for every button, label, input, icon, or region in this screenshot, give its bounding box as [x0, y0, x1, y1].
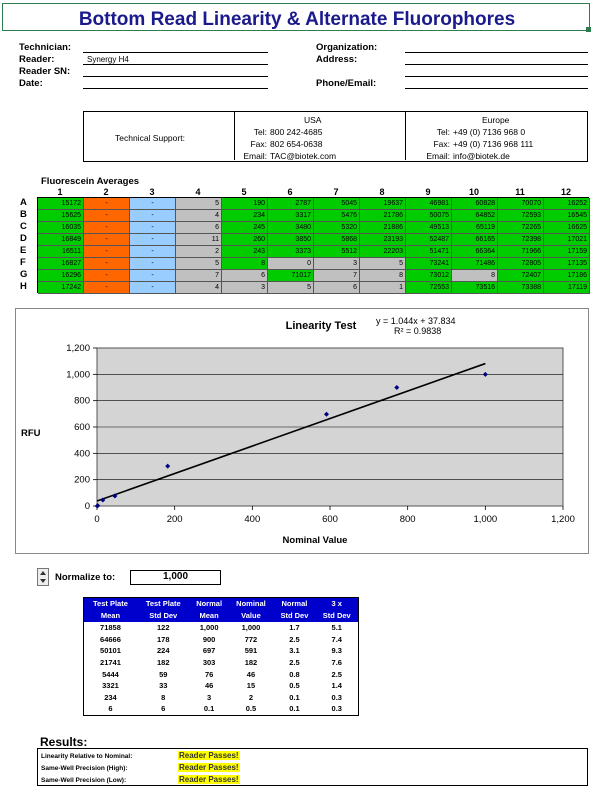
plate-well[interactable]: 17119 [544, 282, 590, 294]
x-tick-label: 1,200 [551, 514, 575, 525]
plate-row-header: B [20, 209, 27, 220]
plate-well[interactable]: 16035 [38, 222, 84, 234]
x-tick-label: 1,000 [473, 514, 498, 525]
technical-support-box [83, 111, 588, 162]
selection-handle[interactable] [586, 27, 591, 32]
reader-value[interactable]: Synergy H4 [87, 55, 129, 64]
plate-well[interactable]: 8 [452, 270, 498, 282]
table-row [84, 680, 359, 692]
table-cell: 64666 [100, 634, 121, 644]
plate-well[interactable]: 73516 [452, 282, 498, 294]
plate-column-header: 9 [425, 187, 431, 197]
table-row [84, 668, 359, 680]
plate-well[interactable]: 72265 [498, 222, 544, 234]
table-cell: 1.7 [289, 622, 300, 632]
table-cell: 0.5 [245, 704, 257, 714]
plate-well[interactable]: 6 [222, 270, 268, 282]
results-table [83, 597, 359, 716]
plate-well[interactable]: 16849 [38, 234, 84, 246]
plate-well[interactable]: - [84, 246, 130, 258]
phone-email-label: Phone/Email: [316, 78, 377, 89]
plate-well[interactable]: - [130, 246, 176, 258]
table-cell: 0.1 [289, 704, 300, 714]
table-cell: 46 [204, 681, 214, 691]
x-tick-label: 0 [94, 514, 100, 525]
table-row [84, 703, 359, 715]
table-row [84, 657, 359, 669]
plate-well[interactable]: 73388 [498, 282, 544, 294]
plate-well[interactable]: 15625 [38, 210, 84, 222]
plate-well[interactable]: 5 [176, 258, 222, 270]
plate-row-header: E [20, 245, 27, 256]
europe-fax: +49 (0) 7136 968 111 [453, 139, 534, 149]
plate-well[interactable]: - [84, 270, 130, 282]
address-field-1[interactable] [405, 64, 588, 65]
usa-tel-label: Tel: [253, 127, 267, 137]
address-label: Address: [316, 54, 358, 65]
y-tick-label: 200 [74, 474, 90, 486]
plate-well[interactable]: 3373 [268, 246, 314, 258]
spinner-control[interactable] [37, 568, 49, 586]
table-cell: 0.3 [331, 704, 342, 714]
plate-well[interactable]: 72398 [498, 234, 544, 246]
plate-well[interactable]: 71966 [498, 246, 544, 258]
x-tick-label: 200 [166, 514, 183, 525]
europe-email-label: Email: [426, 151, 450, 161]
table-cell: 234 [104, 692, 117, 702]
reader-field [83, 64, 268, 65]
plate-well[interactable]: 5 [360, 258, 406, 270]
organization-label: Organization: [316, 42, 378, 53]
usa-fax: 802 654-0638 [270, 139, 323, 149]
plate-well[interactable]: 3 [222, 282, 268, 294]
usa-email-label: Email: [243, 151, 267, 161]
plate-well[interactable]: 5476 [314, 210, 360, 222]
normalize-label: Normalize to: [55, 572, 116, 583]
plate-well[interactable]: 245 [222, 222, 268, 234]
table-header-cell: Std Dev [316, 610, 359, 622]
plate-well[interactable]: - [84, 198, 130, 210]
table-cell: 7.4 [331, 634, 342, 644]
technical-support-label: Technical Support: [115, 133, 185, 143]
plate-column-header: 8 [379, 187, 385, 197]
table-cell: 2 [248, 692, 254, 702]
plate-well[interactable]: 234 [222, 210, 268, 222]
plate-column-header: 3 [149, 187, 155, 197]
plate-well[interactable]: 11 [176, 234, 222, 246]
plate-well[interactable]: 17135 [544, 258, 590, 270]
spinner-arrows-icon[interactable] [38, 569, 48, 585]
table-cell: 0.8 [289, 669, 300, 679]
usa-fax-label: Fax: [250, 139, 267, 149]
plate-well[interactable]: 5 [268, 282, 314, 294]
title-frame [2, 3, 590, 31]
table-header-row [84, 610, 359, 622]
table-cell: 0.1 [203, 704, 215, 714]
table-cell: 1.4 [331, 681, 342, 691]
plate-well[interactable]: 73012 [406, 270, 452, 282]
results-title: Results: [40, 735, 88, 749]
plate-well[interactable]: 72407 [498, 270, 544, 282]
plate-well[interactable]: 73241 [406, 258, 452, 270]
table-row [84, 692, 359, 704]
plate-well[interactable]: 21886 [360, 222, 406, 234]
plate-well[interactable]: 7 [314, 270, 360, 282]
plate-well[interactable]: 8 [360, 270, 406, 282]
plate-well[interactable]: 2 [176, 246, 222, 258]
result-label: Linearity Relative to Nominal: [41, 753, 133, 760]
plate-well[interactable]: 21786 [360, 210, 406, 222]
table-cell: 303 [202, 657, 216, 667]
table-header-cell: Mean [84, 610, 137, 622]
table-cell: 2.5 [289, 657, 300, 667]
plate-well[interactable]: 22203 [360, 246, 406, 258]
usa-email[interactable]: TAC@biotek.com [270, 151, 337, 161]
plate-well[interactable]: 5868 [314, 234, 360, 246]
table-header-cell: Value [229, 610, 274, 622]
table-header-cell: Mean [190, 610, 229, 622]
usa-region: USA [304, 115, 322, 125]
europe-email[interactable]: info@biotek.de [453, 151, 510, 161]
table-row [84, 645, 359, 657]
y-tick-label: 1,200 [66, 343, 90, 354]
result-label: Same-Well Precision (High): [41, 765, 128, 772]
plate-well[interactable]: 16827 [38, 258, 84, 270]
plate-well[interactable]: 6 [314, 282, 360, 294]
usa-tel: 800 242-4685 [270, 127, 323, 137]
table-cell: 182 [244, 657, 258, 667]
table-cell: 697 [202, 646, 216, 656]
page-title: Bottom Read Linearity & Alternate Fluorophores [78, 9, 516, 30]
reader-label: Reader: [19, 54, 55, 65]
table-header-cell: 3 x [316, 598, 359, 610]
result-label: Same-Well Precision (Low): [41, 777, 127, 784]
plate-well[interactable]: 5 [176, 198, 222, 210]
table-cell: 3321 [102, 681, 119, 691]
table-cell: 3.1 [289, 646, 300, 656]
plate-well[interactable]: 7 [176, 270, 222, 282]
linearity-chart[interactable] [15, 308, 589, 554]
plate-well[interactable]: - [84, 282, 130, 294]
plate-row-header: G [20, 269, 28, 280]
phone-email-field[interactable] [405, 88, 588, 89]
table-header-cell: Std Dev [137, 610, 190, 622]
table-cell: 8 [161, 692, 166, 702]
technician-label: Technician: [19, 42, 72, 53]
plate-well[interactable]: 3480 [268, 222, 314, 234]
table-cell: 50101 [100, 646, 121, 656]
plate-well[interactable]: 5320 [314, 222, 360, 234]
table-cell: 0.1 [289, 692, 300, 702]
y-tick-label: 800 [74, 395, 90, 407]
table-cell: 0.3 [331, 692, 342, 702]
plate-row-header: A [20, 197, 27, 208]
plate-row-header: C [20, 221, 27, 232]
plate-well[interactable]: 17186 [544, 270, 590, 282]
x-tick-label: 600 [322, 514, 338, 525]
plate-column-header: 5 [241, 187, 247, 197]
result-status: Reader Passes! [179, 775, 239, 784]
plate-well[interactable]: 65119 [452, 222, 498, 234]
plate-well[interactable]: 4 [176, 210, 222, 222]
technician-field[interactable] [83, 52, 268, 53]
plate-well[interactable]: - [84, 234, 130, 246]
plate-well[interactable]: 50075 [406, 210, 452, 222]
reader-sn-field[interactable] [83, 76, 268, 77]
plate-well[interactable]: 46981 [406, 198, 452, 210]
table-header-row [84, 598, 359, 610]
plate-well[interactable]: 16625 [544, 222, 590, 234]
address-field-2[interactable] [405, 76, 588, 77]
table-cell: 178 [157, 634, 170, 644]
plate-well[interactable]: 1 [360, 282, 406, 294]
table-cell: 46 [246, 669, 256, 679]
table-cell: 7.6 [331, 657, 342, 667]
plate-well[interactable]: 190 [222, 198, 268, 210]
plate-well[interactable]: 60828 [452, 198, 498, 210]
trendline-equation: y = 1.044x + 37.834 [376, 316, 456, 326]
plate-well[interactable]: 243 [222, 246, 268, 258]
plate-well[interactable]: 71486 [452, 258, 498, 270]
y-tick-label: 1,000 [66, 369, 90, 381]
table-cell: 15 [246, 681, 256, 691]
plate-grid [37, 197, 589, 293]
plate-well[interactable]: 52487 [406, 234, 452, 246]
table-cell: 900 [202, 634, 216, 644]
plate-column-header: 7 [333, 187, 339, 197]
plate-well[interactable]: - [130, 270, 176, 282]
plate-well[interactable]: - [130, 282, 176, 294]
y-tick-label: 400 [74, 448, 90, 460]
plate-well[interactable]: 51471 [406, 246, 452, 258]
plate-well[interactable]: 72593 [498, 210, 544, 222]
table-cell: 122 [157, 622, 170, 632]
plate-row-header: D [20, 233, 27, 244]
table-cell: 182 [157, 657, 170, 667]
plate-well[interactable]: - [130, 234, 176, 246]
y-axis-label: RFU [21, 428, 41, 439]
plate-column-header: 10 [468, 187, 479, 197]
table-cell: 6 [161, 704, 166, 714]
plate-well[interactable]: 71017 [268, 270, 314, 282]
table-cell: 224 [157, 646, 170, 656]
europe-tel: +49 (0) 7136 968 0 [453, 127, 526, 137]
organization-field[interactable] [405, 52, 588, 53]
plate-well[interactable]: 0 [268, 258, 314, 270]
plate-column-header: 2 [103, 187, 109, 197]
plate-well[interactable]: - [84, 222, 130, 234]
plate-column-header: 11 [515, 187, 525, 197]
plate-well[interactable]: 64852 [452, 210, 498, 222]
x-tick-label: 400 [244, 514, 261, 525]
table-row [84, 633, 359, 645]
table-cell: 2.5 [289, 634, 300, 644]
europe-tel-label: Tel: [436, 127, 450, 137]
plate-column-header: 6 [287, 187, 293, 197]
plate-well[interactable]: 66364 [452, 246, 498, 258]
table-cell: 71858 [100, 622, 121, 632]
europe-fax-label: Fax: [433, 139, 450, 149]
plate-row-header: F [20, 257, 26, 268]
table-header-cell: Nominal [229, 598, 274, 610]
europe-region: Europe [482, 115, 510, 125]
chart-title: Linearity Test [285, 320, 357, 332]
result-status: Reader Passes! [179, 763, 239, 772]
table-cell: 5444 [102, 669, 119, 679]
table-cell: 6 [108, 704, 113, 714]
table-cell: 9.3 [331, 646, 342, 656]
x-axis-label: Nominal Value [282, 535, 348, 546]
plate-well[interactable]: 5512 [314, 246, 360, 258]
plate-well[interactable]: 16545 [544, 210, 590, 222]
table-header-cell: Test Plate [137, 598, 190, 610]
plate-well[interactable]: 23193 [360, 234, 406, 246]
plate-well[interactable]: 260 [222, 234, 268, 246]
plate-well[interactable]: 4 [176, 282, 222, 294]
table-header-cell: Normal [273, 598, 315, 610]
plate-well[interactable]: - [130, 210, 176, 222]
plate-title: Fluorescein Averages [41, 176, 140, 187]
plate-well[interactable]: 17242 [38, 282, 84, 294]
plate-well[interactable]: 49513 [406, 222, 452, 234]
plate-well[interactable]: - [130, 222, 176, 234]
plate-well[interactable]: - [130, 198, 176, 210]
plate-well[interactable]: 16296 [38, 270, 84, 282]
table-cell: 591 [244, 646, 258, 656]
plate-well[interactable]: - [84, 210, 130, 222]
results-box [37, 748, 588, 786]
table-cell: 76 [204, 669, 214, 679]
plate-column-header: 4 [195, 187, 201, 197]
y-tick-label: 600 [74, 422, 90, 433]
plate-well[interactable]: 6 [176, 222, 222, 234]
plate-well[interactable]: 3 [314, 258, 360, 270]
table-header-cell: Std Dev [273, 610, 315, 622]
plate-well[interactable]: 17021 [544, 234, 590, 246]
table-cell: 21741 [100, 657, 121, 667]
plate-well[interactable]: 70070 [498, 198, 544, 210]
table-header-cell: Normal [190, 598, 229, 610]
table-cell: 1,000 [241, 622, 261, 632]
plate-well[interactable]: 72553 [406, 282, 452, 294]
table-row [84, 622, 359, 634]
plate-well[interactable]: 66165 [452, 234, 498, 246]
table-cell: 59 [159, 669, 168, 679]
plate-column-header: 1 [57, 187, 63, 197]
plate-well[interactable]: 3317 [268, 210, 314, 222]
plate-well[interactable]: 19637 [360, 198, 406, 210]
plate-well[interactable]: 8 [222, 258, 268, 270]
plate-well[interactable]: 15172 [38, 198, 84, 210]
plate-well[interactable]: - [84, 258, 130, 270]
y-tick-label: 0 [84, 501, 90, 512]
date-field[interactable] [83, 88, 268, 89]
plate-column-header: 12 [560, 187, 571, 197]
plate-well[interactable]: - [130, 258, 176, 270]
plate-well[interactable]: 3850 [268, 234, 314, 246]
result-status: Reader Passes! [179, 751, 239, 760]
plate-well[interactable]: 72805 [498, 258, 544, 270]
date-label: Date: [19, 78, 43, 89]
plate-well[interactable]: 17159 [544, 246, 590, 258]
x-tick-label: 800 [399, 514, 416, 525]
plate-well[interactable]: 16252 [544, 198, 590, 210]
table-cell: 0.5 [289, 681, 300, 691]
table-cell: 2.5 [331, 669, 342, 679]
plate-well[interactable]: 5045 [314, 198, 360, 210]
plate-row-header: H [20, 281, 27, 292]
table-cell: 33 [159, 681, 168, 691]
plate-well[interactable]: 2787 [268, 198, 314, 210]
table-cell: 3 [207, 692, 212, 702]
plate-well[interactable]: 16511 [38, 246, 84, 258]
table-cell: 772 [244, 634, 258, 644]
reader-sn-label: Reader SN: [19, 66, 71, 77]
normalize-input[interactable]: 1,000 [130, 570, 221, 585]
table-cell: 5.1 [331, 622, 342, 632]
r-squared: R² = 0.9838 [394, 326, 442, 336]
table-cell: 1,000 [199, 622, 219, 632]
table-header-cell: Test Plate [84, 598, 137, 610]
